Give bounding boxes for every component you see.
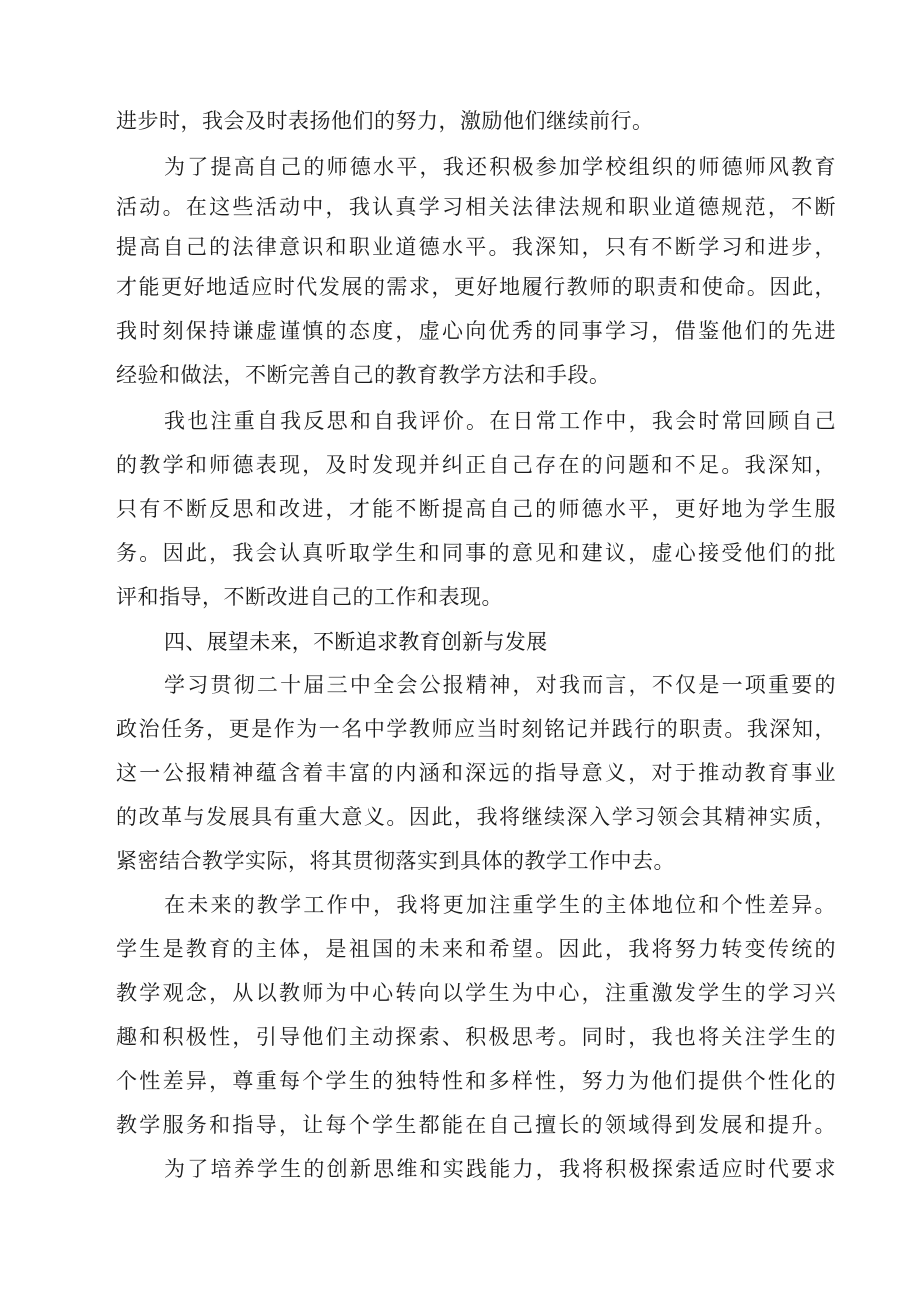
text-line: 务。因此，我会认真听取学生和同事的意见和建议，虚心接受他们的批 <box>116 541 836 565</box>
text-line: 我时刻保持谦虚谨慎的态度，虚心向优秀的同事学习，借鉴他们的先进 <box>116 319 836 343</box>
text-line: 评和指导，不断改进自己的工作和表现。 <box>116 585 503 609</box>
text-line: 才能更好地适应时代发展的需求，更好地履行教师的职责和使命。因此， <box>116 275 836 299</box>
text-line: 为了培养学生的创新思维和实践能力，我将积极探索适应时代要求 <box>164 1157 836 1181</box>
text-line: 政治任务，更是作为一名中学教师应当时刻铭记并践行的职责。我深知， <box>116 717 836 741</box>
text-line: 的改革与发展具有重大意义。因此，我将继续深入学习领会其精神实质， <box>116 805 836 829</box>
text-line: 为了提高自己的师德水平，我还积极参加学校组织的师德师风教育 <box>164 155 836 179</box>
text-line: 紧密结合教学实际，将其贯彻落实到具体的教学工作中去。 <box>116 849 675 873</box>
text-line: 教学观念，从以教师为中心转向以学生为中心，注重激发学生的学习兴 <box>116 981 836 1005</box>
text-line: 的教学和师德表现，及时发现并纠正自己存在的问题和不足。我深知， <box>116 453 836 477</box>
text-line: 趣和积极性，引导他们主动探索、积极思考。同时，我也将关注学生的 <box>116 1025 836 1049</box>
text-line: 教学服务和指导，让每个学生都能在自己擅长的领域得到发展和提升。 <box>116 1113 836 1137</box>
text-line: 活动。在这些活动中，我认真学习相关法律法规和职业道德规范，不断 <box>116 195 836 219</box>
text-line: 只有不断反思和改进，才能不断提高自己的师德水平，更好地为学生服 <box>116 497 836 521</box>
text-line: 进步时，我会及时表扬他们的努力，激励他们继续前行。 <box>116 109 654 133</box>
text-line: 在未来的教学工作中，我将更加注重学生的主体地位和个性差异。 <box>164 893 836 917</box>
text-line: 经验和做法，不断完善自己的教育教学方法和手段。 <box>116 363 611 387</box>
text-line: 提高自己的法律意识和职业道德水平。我深知，只有不断学习和进步， <box>116 235 836 259</box>
section-heading: 四、展望未来，不断追求教育创新与发展 <box>164 630 548 654</box>
text-line: 个性差异，尊重每个学生的独特性和多样性，努力为他们提供个性化的 <box>116 1069 836 1093</box>
text-line: 我也注重自我反思和自我评价。在日常工作中，我会时常回顾自己 <box>164 409 836 433</box>
text-line: 学习贯彻二十届三中全会公报精神，对我而言，不仅是一项重要的 <box>164 673 836 697</box>
text-line: 学生是教育的主体，是祖国的未来和希望。因此，我将努力转变传统的 <box>116 937 836 961</box>
text-line: 这一公报精神蕴含着丰富的内涵和深远的指导意义，对于推动教育事业 <box>116 761 836 785</box>
